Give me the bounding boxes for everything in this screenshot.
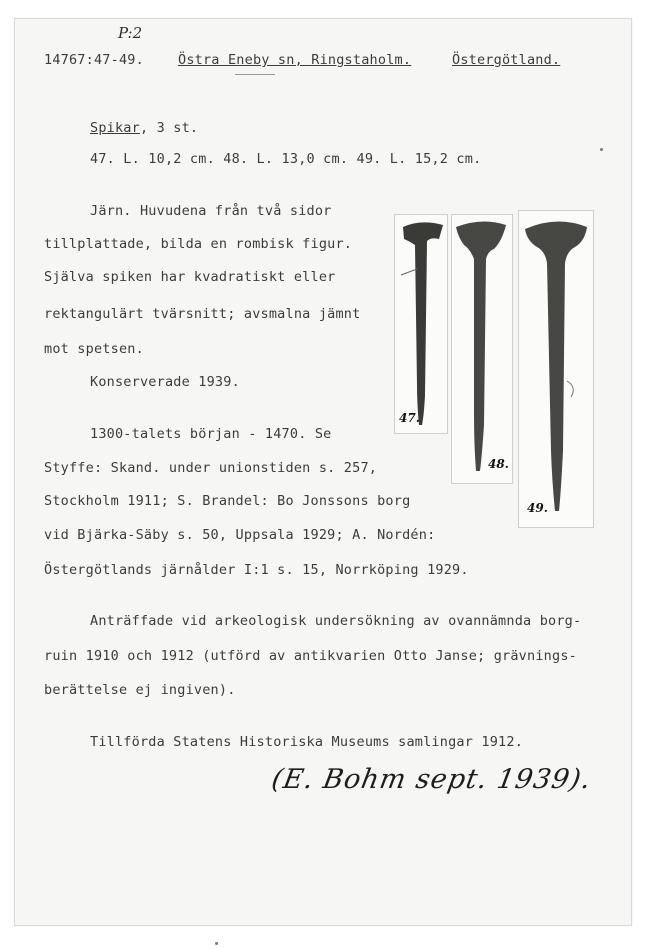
description-line: tillplattade, bilda en rombisk figur. <box>44 236 353 252</box>
dating-line: Styffe: Skand. under unionstiden s. 257, <box>44 460 378 476</box>
handwritten-signature: (E. Bohm sept. 1939). <box>269 764 594 795</box>
nail-photo-48 <box>451 214 513 484</box>
description-line: mot spetsen. <box>44 341 144 357</box>
description-line: Själva spiken har kvadratiskt eller <box>44 269 336 285</box>
find-context-line: berättelse ej ingiven). <box>44 682 236 698</box>
nail-label-48: 48. <box>488 457 509 471</box>
dating-line: vid Bjärka-Säby s. 50, Uppsala 1929; A. Nordén: <box>44 527 436 543</box>
find-context-line: Anträffade vid arkeologisk undersökning av ovannämnda borg- <box>90 613 582 629</box>
province: Östergötland. <box>452 52 561 68</box>
find-context-line: ruin 1910 och 1912 (utförd av antikvarien Otto Janse; grävnings- <box>44 648 577 664</box>
header-divider <box>235 74 275 75</box>
dating-line: Stockholm 1911; S. Brandel: Bo Jonssons borg <box>44 493 411 509</box>
handwritten-mark: P:2 <box>118 24 143 42</box>
nail-image-48 <box>452 215 512 483</box>
object-count: , 3 st. <box>139 120 199 136</box>
nail-image-47 <box>395 215 447 433</box>
dating-line: Östergötlands järnålder I:1 s. 15, Norrköping 1929. <box>44 562 469 578</box>
acquisition-note: Tillförda Statens Historiska Museums samlingar 1912. <box>90 734 524 750</box>
object-name: Spikar <box>90 120 140 136</box>
nail-label-49: 49. <box>527 501 548 515</box>
dating-line: 1300-talets början - 1470. Se <box>90 426 332 442</box>
nail-photo-47 <box>394 214 448 434</box>
description-line: rektangulärt tvärsnitt; avsmalna jämnt <box>44 306 361 322</box>
speck <box>600 148 603 151</box>
conservation-note: Konserverade 1939. <box>90 374 240 390</box>
measurements: 47. L. 10,2 cm. 48. L. 13,0 cm. 49. L. 15,2 cm. <box>90 151 482 167</box>
description-line: Järn. Huvudena från två sidor <box>90 203 332 219</box>
inventory-number: 14767:47-49. <box>44 52 144 68</box>
nail-photo-49 <box>518 210 594 528</box>
find-place: Östra Eneby sn, Ringstaholm. <box>178 52 412 68</box>
object-heading <box>90 119 198 137</box>
nail-image-49 <box>519 211 593 527</box>
nail-label-47: 47. <box>399 411 420 425</box>
speck <box>215 942 218 945</box>
